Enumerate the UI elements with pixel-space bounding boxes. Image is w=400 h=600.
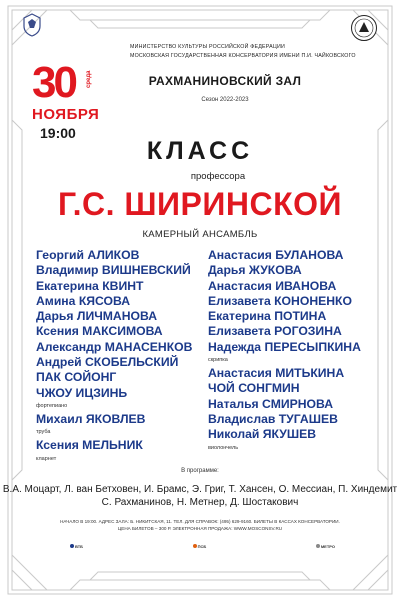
performer: Ксения МАКСИМОВА <box>36 324 163 339</box>
instrument-label: труба <box>36 429 51 436</box>
performer: Дарья ЛИЧМАНОВА <box>36 309 157 324</box>
instrument-label: скрипка <box>208 357 228 364</box>
performer: ЧОЙ СОНГМИН <box>208 381 300 396</box>
performer: Екатерина КВИНТ <box>36 278 144 293</box>
season-label: Сезон 2022-2023 <box>201 97 249 103</box>
performer: Амина КЯСОВА <box>36 293 131 308</box>
performers-right-column <box>208 248 388 454</box>
performer: Елизавета РОГОЗИНА <box>208 324 342 339</box>
performer: Николай ЯКУШЕВ <box>208 427 317 442</box>
performer: Михаил ЯКОВЛЕВ <box>36 411 146 426</box>
performer: Анастасия МИТЬКИНА <box>208 366 345 381</box>
sponsor-dot-icon <box>193 544 197 548</box>
sponsor-logos <box>70 541 335 551</box>
program-composers-line1: В.А. Моцарт, Л. ван Бетховен, И. Брамс, Э. Григ, Т. Хансен, О. Мессиан, П. Хиндемит <box>2 484 398 495</box>
performer: Наталья СМИРНОВА <box>208 396 334 411</box>
sponsor-name: ПСБ <box>197 543 207 549</box>
ministry-emblem-icon <box>20 12 44 38</box>
performer: Ксения МЕЛЬНИК <box>36 438 143 453</box>
sponsor-logo <box>193 544 207 549</box>
sponsor-dot-icon <box>70 544 74 548</box>
date-month: НОЯБРЯ <box>32 106 100 123</box>
professor-label: профессора <box>190 171 246 182</box>
performer: ЧЖОУ ИЦЗИНЬ <box>36 385 128 400</box>
performer: Георгий АЛИКОВ <box>36 248 140 262</box>
sponsor-name: МЕТРО <box>320 543 335 549</box>
performer: ПАК СОЙОНГ <box>36 370 117 385</box>
class-heading: КЛАСС <box>146 137 254 165</box>
performer: Анастасия ИВАНОВА <box>208 278 337 293</box>
performer: Анастасия БУЛАНОВА <box>208 248 344 262</box>
sponsor-name: ВТБ <box>75 543 84 549</box>
ensemble-label: КАМЕРНЫЙ АНСАМБЛЬ <box>142 229 258 240</box>
program-label: В программе: <box>181 468 219 474</box>
sponsor-logo <box>316 544 335 549</box>
performers-left-column <box>36 248 211 465</box>
hall-name: РАХМАНИНОВСКИЙ ЗАЛ <box>148 74 302 88</box>
conservatory-line: МОСКОВСКАЯ ГОСУДАРСТВЕННАЯ КОНСЕРВАТОРИЯ ИМЕНИ П.И. ЧАЙКОВСКОГО <box>130 53 356 59</box>
performer: Владислав ТУГАШЕВ <box>208 411 338 426</box>
performer: Надежда ПЕРЕСЫПКИНА <box>208 339 361 354</box>
instrument-label: виолончель <box>208 444 239 451</box>
info-line1: НАЧАЛО В 19:00. АДРЕС ЗАЛА: Б. НИКИТСКАЯ, 11. ТЕЛ. ДЛЯ СПРАВОК: (495) 629-9160. БИЛЕТЫ В КАССАХ КОНСЕРВАТОРИИ. <box>60 519 340 524</box>
performer: Дарья ЖУКОВА <box>208 263 302 278</box>
sponsor-dot-icon <box>316 544 320 548</box>
instrument-label: кларнет <box>36 455 57 462</box>
performer: Александр МАНАСЕНКОВ <box>36 339 193 354</box>
performer: Екатерина ПОТИНА <box>208 309 327 324</box>
concert-time: 19:00 <box>40 125 76 141</box>
date-day: 30 <box>32 58 75 107</box>
performer: Андрей СКОБЕЛЬСКИЙ <box>36 355 179 370</box>
performer: Елизавета КОНОНЕНКО <box>208 293 352 308</box>
info-line2: ЦЕНА БИЛЕТОВ – 300 Р. ЭЛЕКТРОННАЯ ПРОДАЖА: WWW.MOSCONSV.RU <box>117 526 283 531</box>
conservatory-seal-icon <box>350 14 378 42</box>
ministry-line: МИНИСТЕРСТВО КУЛЬТУРЫ РОССИЙСКОЙ ФЕДЕРАЦИИ <box>130 44 286 50</box>
performer: Владимир ВИШНЕВСКИЙ <box>36 263 191 278</box>
date-weekday: среда <box>86 70 92 88</box>
program-composers-line2: С. Рахманинов, Н. Метнер, Д. Шостакович <box>101 497 299 508</box>
professor-name: Г.С. ШИРИНСКОЙ <box>57 186 343 222</box>
instrument-label: фортепиано <box>36 402 68 409</box>
sponsor-logo <box>70 544 83 549</box>
